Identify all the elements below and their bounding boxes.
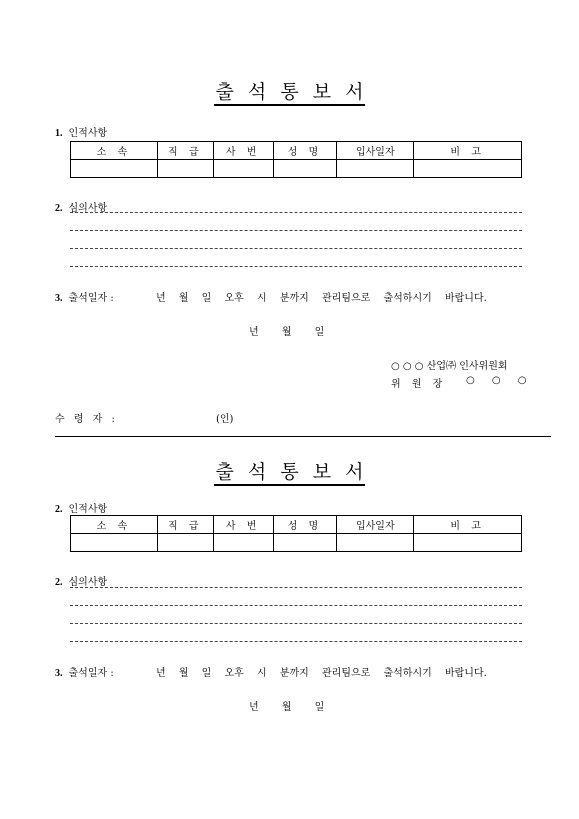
table-row bbox=[71, 534, 522, 552]
cell-hire-date[interactable] bbox=[337, 160, 414, 178]
col-affiliation: 소 속 bbox=[71, 516, 158, 534]
form1-chair-name: ○ ○ ○ bbox=[466, 375, 527, 386]
form2-review-line-4[interactable] bbox=[70, 641, 522, 642]
table-header-row bbox=[71, 142, 522, 160]
cell-remarks[interactable] bbox=[414, 534, 522, 552]
cell-employee-no[interactable] bbox=[213, 160, 273, 178]
form-divider bbox=[55, 436, 551, 437]
col-employee-no: 사 번 bbox=[213, 142, 273, 160]
col-affiliation: 소 속 bbox=[71, 142, 158, 160]
form1-organization: ○ ○ ○ 산업㈜ 인사위원회 bbox=[391, 361, 508, 372]
form1-section-personal: 1. 인적사항 bbox=[55, 128, 108, 139]
cell-affiliation[interactable] bbox=[71, 534, 158, 552]
cell-rank[interactable] bbox=[157, 160, 213, 178]
cell-rank[interactable] bbox=[157, 534, 213, 552]
cell-name[interactable] bbox=[273, 160, 337, 178]
form1-attendance-text: 년 월 일 오후 시 분까지 관리팀으로 출석하시기 바랍니다. bbox=[156, 293, 487, 304]
form1-receiver-label: 수 령 자 : bbox=[55, 414, 118, 425]
form2-date-line: 년 월 일 bbox=[249, 702, 325, 713]
form2-review-line-1[interactable] bbox=[70, 587, 522, 588]
table-header-row bbox=[71, 516, 522, 534]
col-remarks: 비 고 bbox=[414, 142, 522, 160]
form2-attendance-text: 년 월 일 오후 시 분까지 관리팀으로 출석하시기 바랍니다. bbox=[156, 668, 487, 679]
form1-personal-table bbox=[70, 141, 522, 178]
form2-review-line-2[interactable] bbox=[70, 605, 522, 606]
col-name: 성 명 bbox=[273, 142, 337, 160]
form1-date-line: 년 월 일 bbox=[249, 327, 325, 338]
form1-section-review: 2. 심의사항 bbox=[55, 203, 108, 214]
cell-affiliation[interactable] bbox=[71, 160, 158, 178]
form2-section-personal: 2. 인적사항 bbox=[55, 504, 108, 515]
form1-review-line-3[interactable] bbox=[70, 248, 522, 249]
form1-review-line-1[interactable] bbox=[70, 212, 522, 213]
form2-title: 출 석 통 보 서 bbox=[0, 457, 579, 484]
col-remarks: 비 고 bbox=[414, 516, 522, 534]
col-name: 성 명 bbox=[273, 516, 337, 534]
form1-title: 출 석 통 보 서 bbox=[0, 77, 579, 104]
form1-chair-title: 위 원 장 bbox=[391, 379, 447, 390]
table-row bbox=[71, 160, 522, 178]
form2-personal-table bbox=[70, 515, 522, 552]
col-rank: 직 급 bbox=[157, 142, 213, 160]
col-rank: 직 급 bbox=[157, 516, 213, 534]
form1-review-line-2[interactable] bbox=[70, 230, 522, 231]
col-hire-date: 입사일자 bbox=[337, 516, 414, 534]
form1-seal: (인) bbox=[216, 414, 234, 425]
cell-remarks[interactable] bbox=[414, 160, 522, 178]
cell-name[interactable] bbox=[273, 534, 337, 552]
form2-section-attendance: 3. 출석일자 : bbox=[55, 668, 114, 679]
col-employee-no: 사 번 bbox=[213, 516, 273, 534]
form1-review-line-4[interactable] bbox=[70, 266, 522, 267]
form2-section-review: 2. 심의사항 bbox=[55, 577, 108, 588]
form1-section-attendance: 3. 출석일자 : bbox=[55, 293, 114, 304]
cell-hire-date[interactable] bbox=[337, 534, 414, 552]
col-hire-date: 입사일자 bbox=[337, 142, 414, 160]
form2-review-line-3[interactable] bbox=[70, 623, 522, 624]
cell-employee-no[interactable] bbox=[213, 534, 273, 552]
